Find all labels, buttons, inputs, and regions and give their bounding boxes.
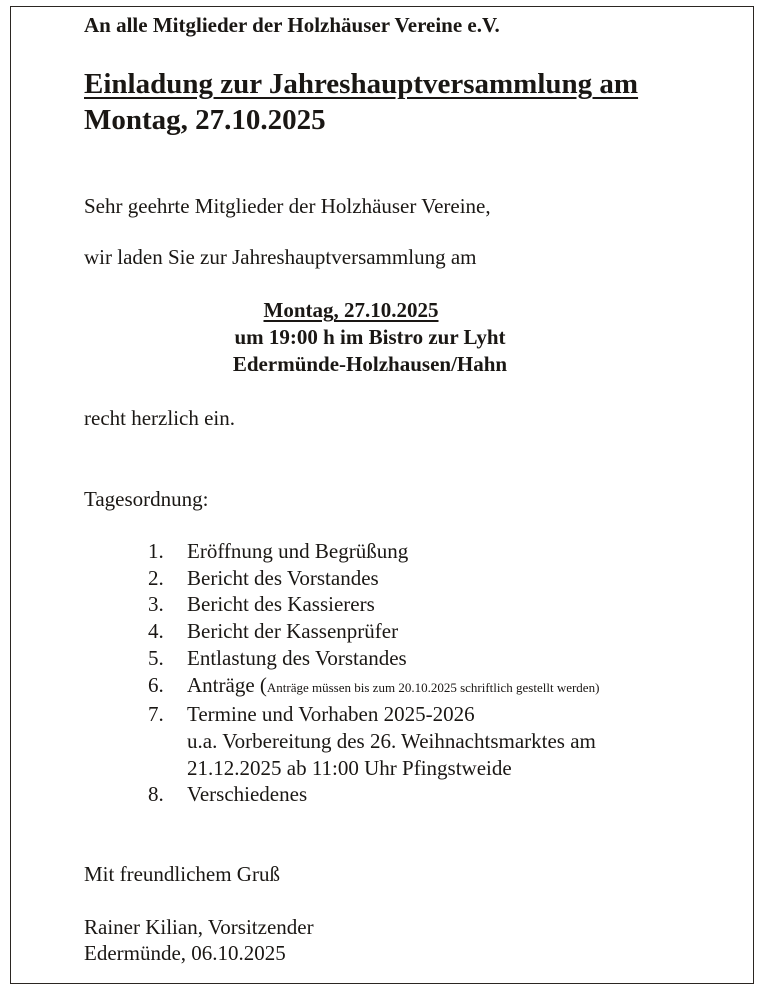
list-number: 2. <box>148 565 164 590</box>
event-location: Edermünde-Holzhausen/Hahn <box>232 352 508 376</box>
list-number: 7. <box>148 702 164 727</box>
invite-ending: recht herzlich ein. <box>84 406 235 430</box>
event-details <box>150 297 590 378</box>
title-line-1: Einladung zur Jahreshauptversammlung am <box>84 68 639 100</box>
list-number: 5. <box>148 645 164 670</box>
recipients-header: An alle Mitglieder der Holzhäuser Vereine e.V. <box>84 13 500 37</box>
agenda-list <box>148 538 599 808</box>
signature-name: Rainer Kilian, Vorsitzender <box>84 915 314 939</box>
list-text: Termine und Vorhaben 2025-2026 <box>187 702 475 727</box>
list-number: 1. <box>148 539 164 563</box>
list-text: Anträge ( <box>187 672 267 697</box>
list-text: Bericht der Kassenprüfer <box>187 619 399 644</box>
list-item <box>148 645 599 672</box>
list-item <box>148 781 599 808</box>
salutation: Sehr geehrte Mitglieder der Holzhäuser Vereine, <box>84 194 491 218</box>
document-title <box>84 66 638 138</box>
list-subtext: u.a. Vorbereitung des 26. Weihnachtsmarktes am <box>187 728 596 753</box>
event-time-place: um 19:00 h im Bistro zur Lyht <box>234 325 506 349</box>
list-number: 6. <box>148 672 164 697</box>
list-number: 3. <box>148 592 164 617</box>
list-item <box>148 618 599 645</box>
agenda-heading: Tagesordnung: <box>84 487 209 511</box>
list-item <box>148 672 599 702</box>
list-text-wrapper <box>187 672 599 702</box>
list-number: 4. <box>148 619 164 644</box>
list-text: Bericht des Vorstandes <box>187 565 379 590</box>
list-item <box>148 565 599 592</box>
signature-place-date: Edermünde, 06.10.2025 <box>84 941 286 965</box>
motion-deadline-note: Anträge müssen bis zum 20.10.2025 schriftlich gestellt werden) <box>266 679 600 695</box>
list-text: Verschiedenes <box>187 782 308 807</box>
intro-text: wir laden Sie zur Jahreshauptversammlung am <box>84 245 477 269</box>
list-text: Entlastung des Vorstandes <box>187 645 407 670</box>
list-subtext: 21.12.2025 ab 11:00 Uhr Pfingstweide <box>187 755 512 780</box>
list-item <box>148 538 599 565</box>
list-item <box>148 591 599 618</box>
closing-greeting: Mit freundlichem Gruß <box>84 862 280 886</box>
list-text: Eröffnung und Begrüßung <box>187 539 409 563</box>
list-number: 8. <box>148 782 164 807</box>
event-date: Montag, 27.10.2025 <box>263 298 439 322</box>
title-line-2: Montag, 27.10.2025 <box>84 104 326 136</box>
list-item <box>148 701 599 728</box>
list-text: Bericht des Kassierers <box>187 592 375 617</box>
